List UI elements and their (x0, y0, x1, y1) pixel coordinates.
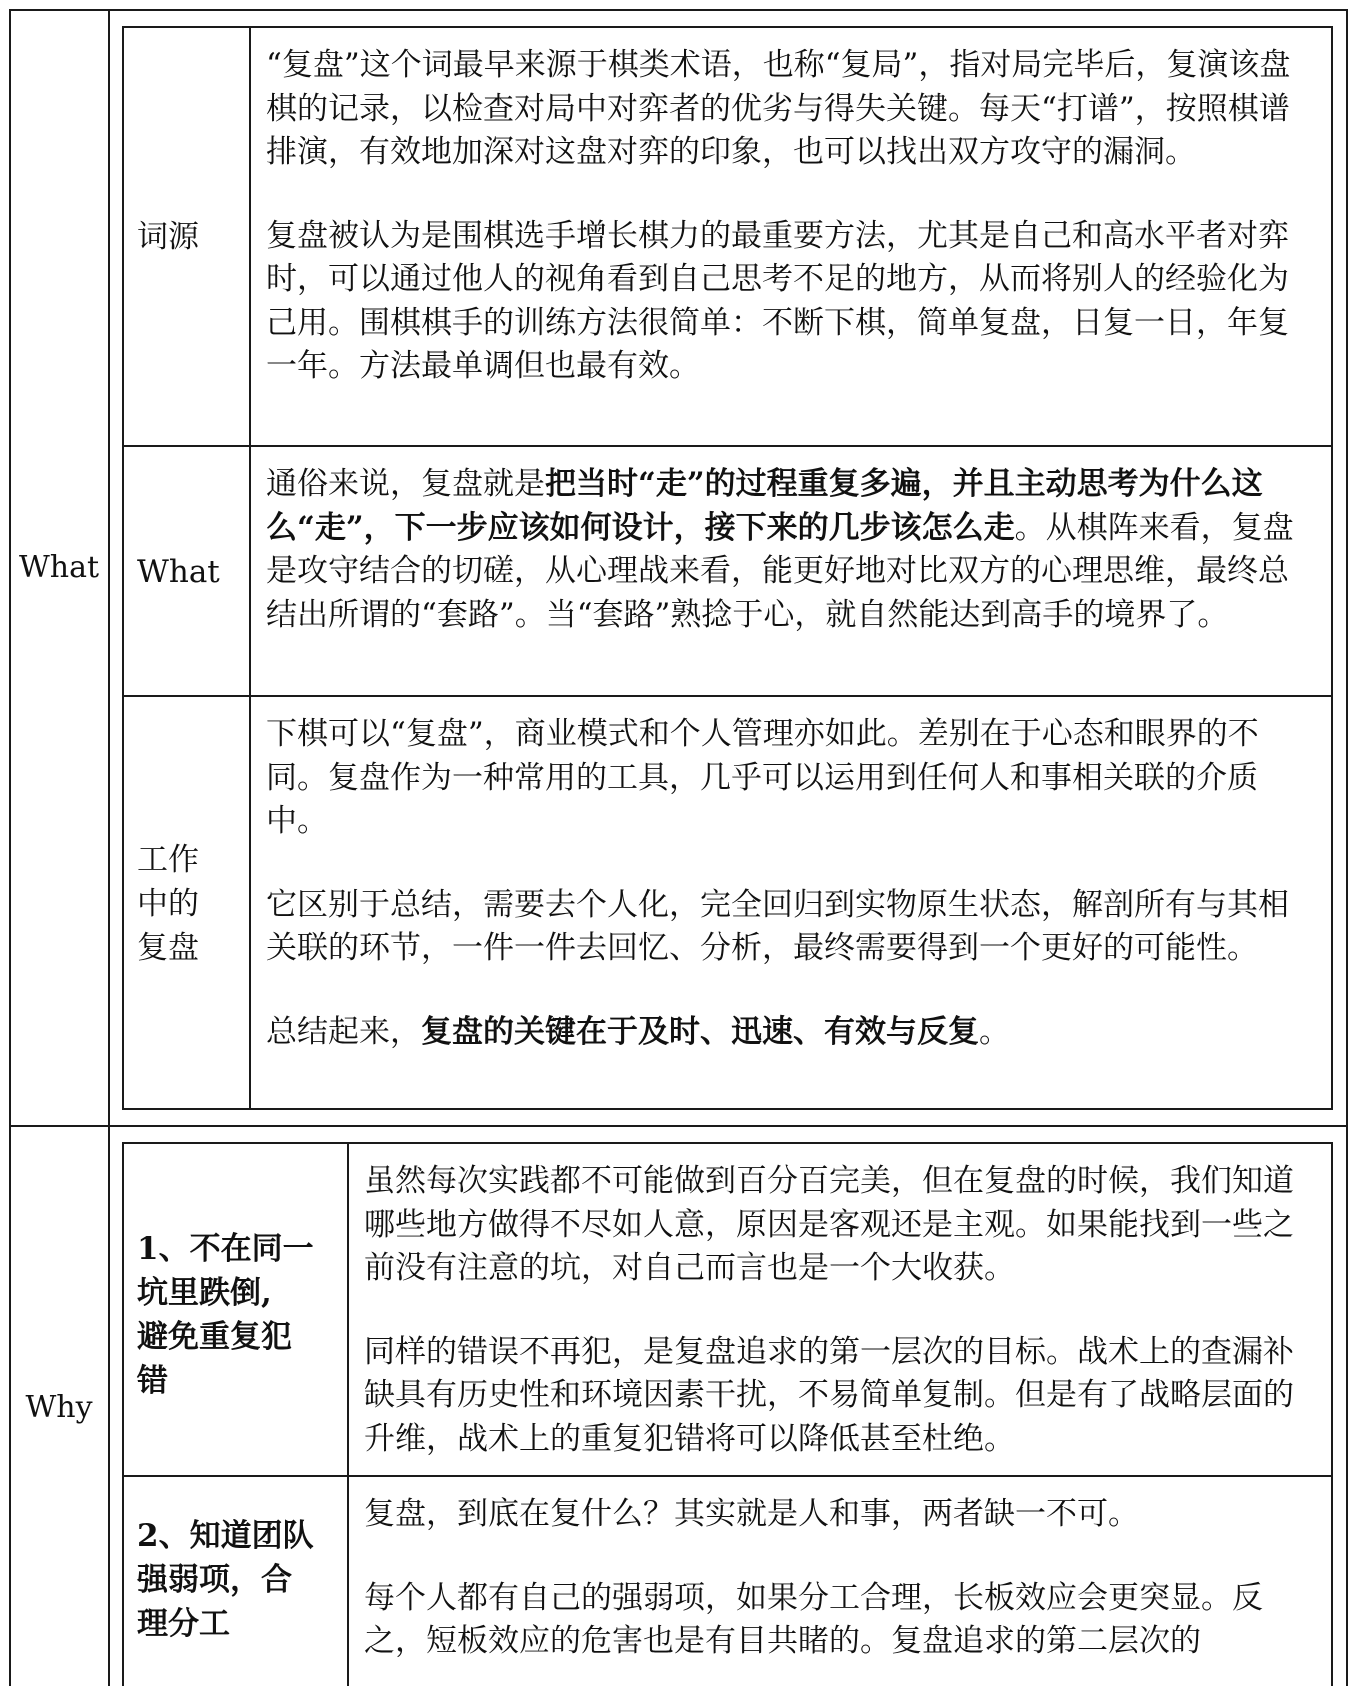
why-reason-1-paragraph-1: 虽然每次实践都不可能做到百分百完美，但在复盘的时候，我们知道哪些地方做得不尽如人意，原因是客观还是主观。如果能找到一些之前没有注意的坑，对自己而言也是一个大收获。 (364, 1163, 1294, 1286)
work-review-label-line-2: 中的 (137, 886, 199, 922)
summary-end: 。 (979, 1013, 1010, 1050)
outer-column-divider (108, 9, 110, 1686)
what-table-left (122, 26, 124, 1110)
what-table-right (1331, 26, 1333, 1110)
why-reason-2-label-line-2: 强弱项，合 (137, 1562, 292, 1598)
etymology-content (266, 44, 1318, 389)
work-review-label-line-3: 复盘 (137, 930, 199, 966)
what-table-bottom (122, 1108, 1333, 1110)
work-review-label-line-1: 工作 (137, 842, 199, 878)
what-table-col-divider (249, 26, 251, 1110)
why-reason-1-label-line-3: 避免重复犯 (137, 1319, 292, 1355)
why-reason-2-label-line-3: 理分工 (137, 1606, 230, 1642)
why-table-right (1331, 1142, 1333, 1686)
outer-row-divider (9, 1125, 1348, 1127)
why-reason-1-label-line-4: 错 (137, 1363, 168, 1399)
definition-intro: 通俗来说，复盘就是 (266, 466, 545, 502)
why-table-col-divider (347, 1142, 349, 1686)
definition-content (266, 463, 1318, 637)
what-table-row-divider-2 (122, 695, 1333, 697)
work-review-content (266, 713, 1318, 1054)
summary-intro: 总结起来， (266, 1013, 421, 1050)
why-reason-2-paragraph-1: 复盘，到底在复什么？其实就是人和事，两者缺一不可。 (364, 1496, 1139, 1532)
why-reason-1-paragraph-2: 同样的错误不再犯，是复盘追求的第一层次的目标。战术上的查漏补缺具有历史性和环境因素干扰，不易简单复制。但是有了战略层面的升维，战术上的重复犯错将可以降低甚至杜绝。 (364, 1333, 1294, 1457)
what-table-top (122, 26, 1333, 28)
why-reason-1-label-line-2: 坑里跌倒, (137, 1275, 272, 1311)
what-table-row-divider-1 (122, 445, 1333, 447)
work-review-paragraph-1: 下棋可以“复盘”，商业模式和个人管理亦如此。差别在于心态和眼界的不同。复盘作为一种常用的工具，几乎可以运用到任何人和事相关联的介质中。 (266, 716, 1259, 839)
definition-label: What (137, 554, 220, 590)
why-reason-1-label-line-1: 1、不在同一 (137, 1231, 314, 1267)
what-section-label: What (18, 550, 100, 585)
why-reason-2-label (137, 1514, 314, 1646)
outer-top-border (9, 9, 1348, 11)
why-reason-1-content (364, 1160, 1318, 1461)
why-reason-2-paragraph-2: 每个人都有自己的强弱项，如果分工合理，长板效应会更突显。反之，短板效应的危害也是有目共睹的。复盘追求的第二层次的 (364, 1579, 1263, 1659)
why-reason-2-label-line-1: 2、知道团队 (137, 1518, 314, 1554)
etymology-paragraph-2: 复盘被认为是围棋选手增长棋力的最重要方法，尤其是自己和高水平者对弈时，可以通过他人的视角看到自己思考不足的地方，从而将别人的经验化为己用。围棋棋手的训练方法很简单：不断下棋，简单复盘，日复一日，年复一年。方法最单调但也最有效。 (266, 217, 1289, 384)
summary-emphasis: 复盘的关键在于及时、迅速、有效与反复 (421, 1013, 979, 1050)
work-review-paragraph-2: 它区别于总结，需要去个人化，完全回归到实物原生状态，解剖所有与其相关联的环节，一件一件去回忆、分析，最终需要得到一个更好的可能性。 (266, 886, 1289, 966)
why-table-top (122, 1142, 1333, 1144)
work-review-label (137, 838, 199, 970)
why-table-row-divider (122, 1475, 1333, 1477)
outer-left-border (9, 9, 11, 1686)
why-table-left (122, 1142, 124, 1686)
definition-rest: 。从棋阵来看，复盘是攻守结合的切磋，从心理战来看，能更好地对比双方的心理思维，最终总结出所谓的“套路”。当“套路”熟捻于心，就自然能达到高手的境界了。 (266, 509, 1294, 633)
work-review-summary (266, 1011, 1318, 1055)
definition-paragraph (266, 463, 1318, 637)
etymology-paragraph-1: “复盘”这个词最早来源于棋类术语，也称“复局”，指对局完毕后，复演该盘棋的记录，以检查对局中对弈者的优劣与得失关键。每天“打谱”，按照棋谱排演，有效地加深对这盘对弈的印象，也可以找出双方攻守的漏洞。 (266, 47, 1291, 170)
why-reason-2-content (364, 1493, 1318, 1664)
outer-right-border (1346, 9, 1348, 1686)
etymology-label: 词源 (137, 219, 199, 255)
why-section-label: Why (25, 1390, 93, 1425)
why-reason-1-label (137, 1227, 314, 1403)
definition-emphasis: 把当时“走”的过程重复多遍，并且主动思考为什么这么“走”，下一步应该如何设计，接下来的几步该怎么走 (266, 466, 1263, 546)
